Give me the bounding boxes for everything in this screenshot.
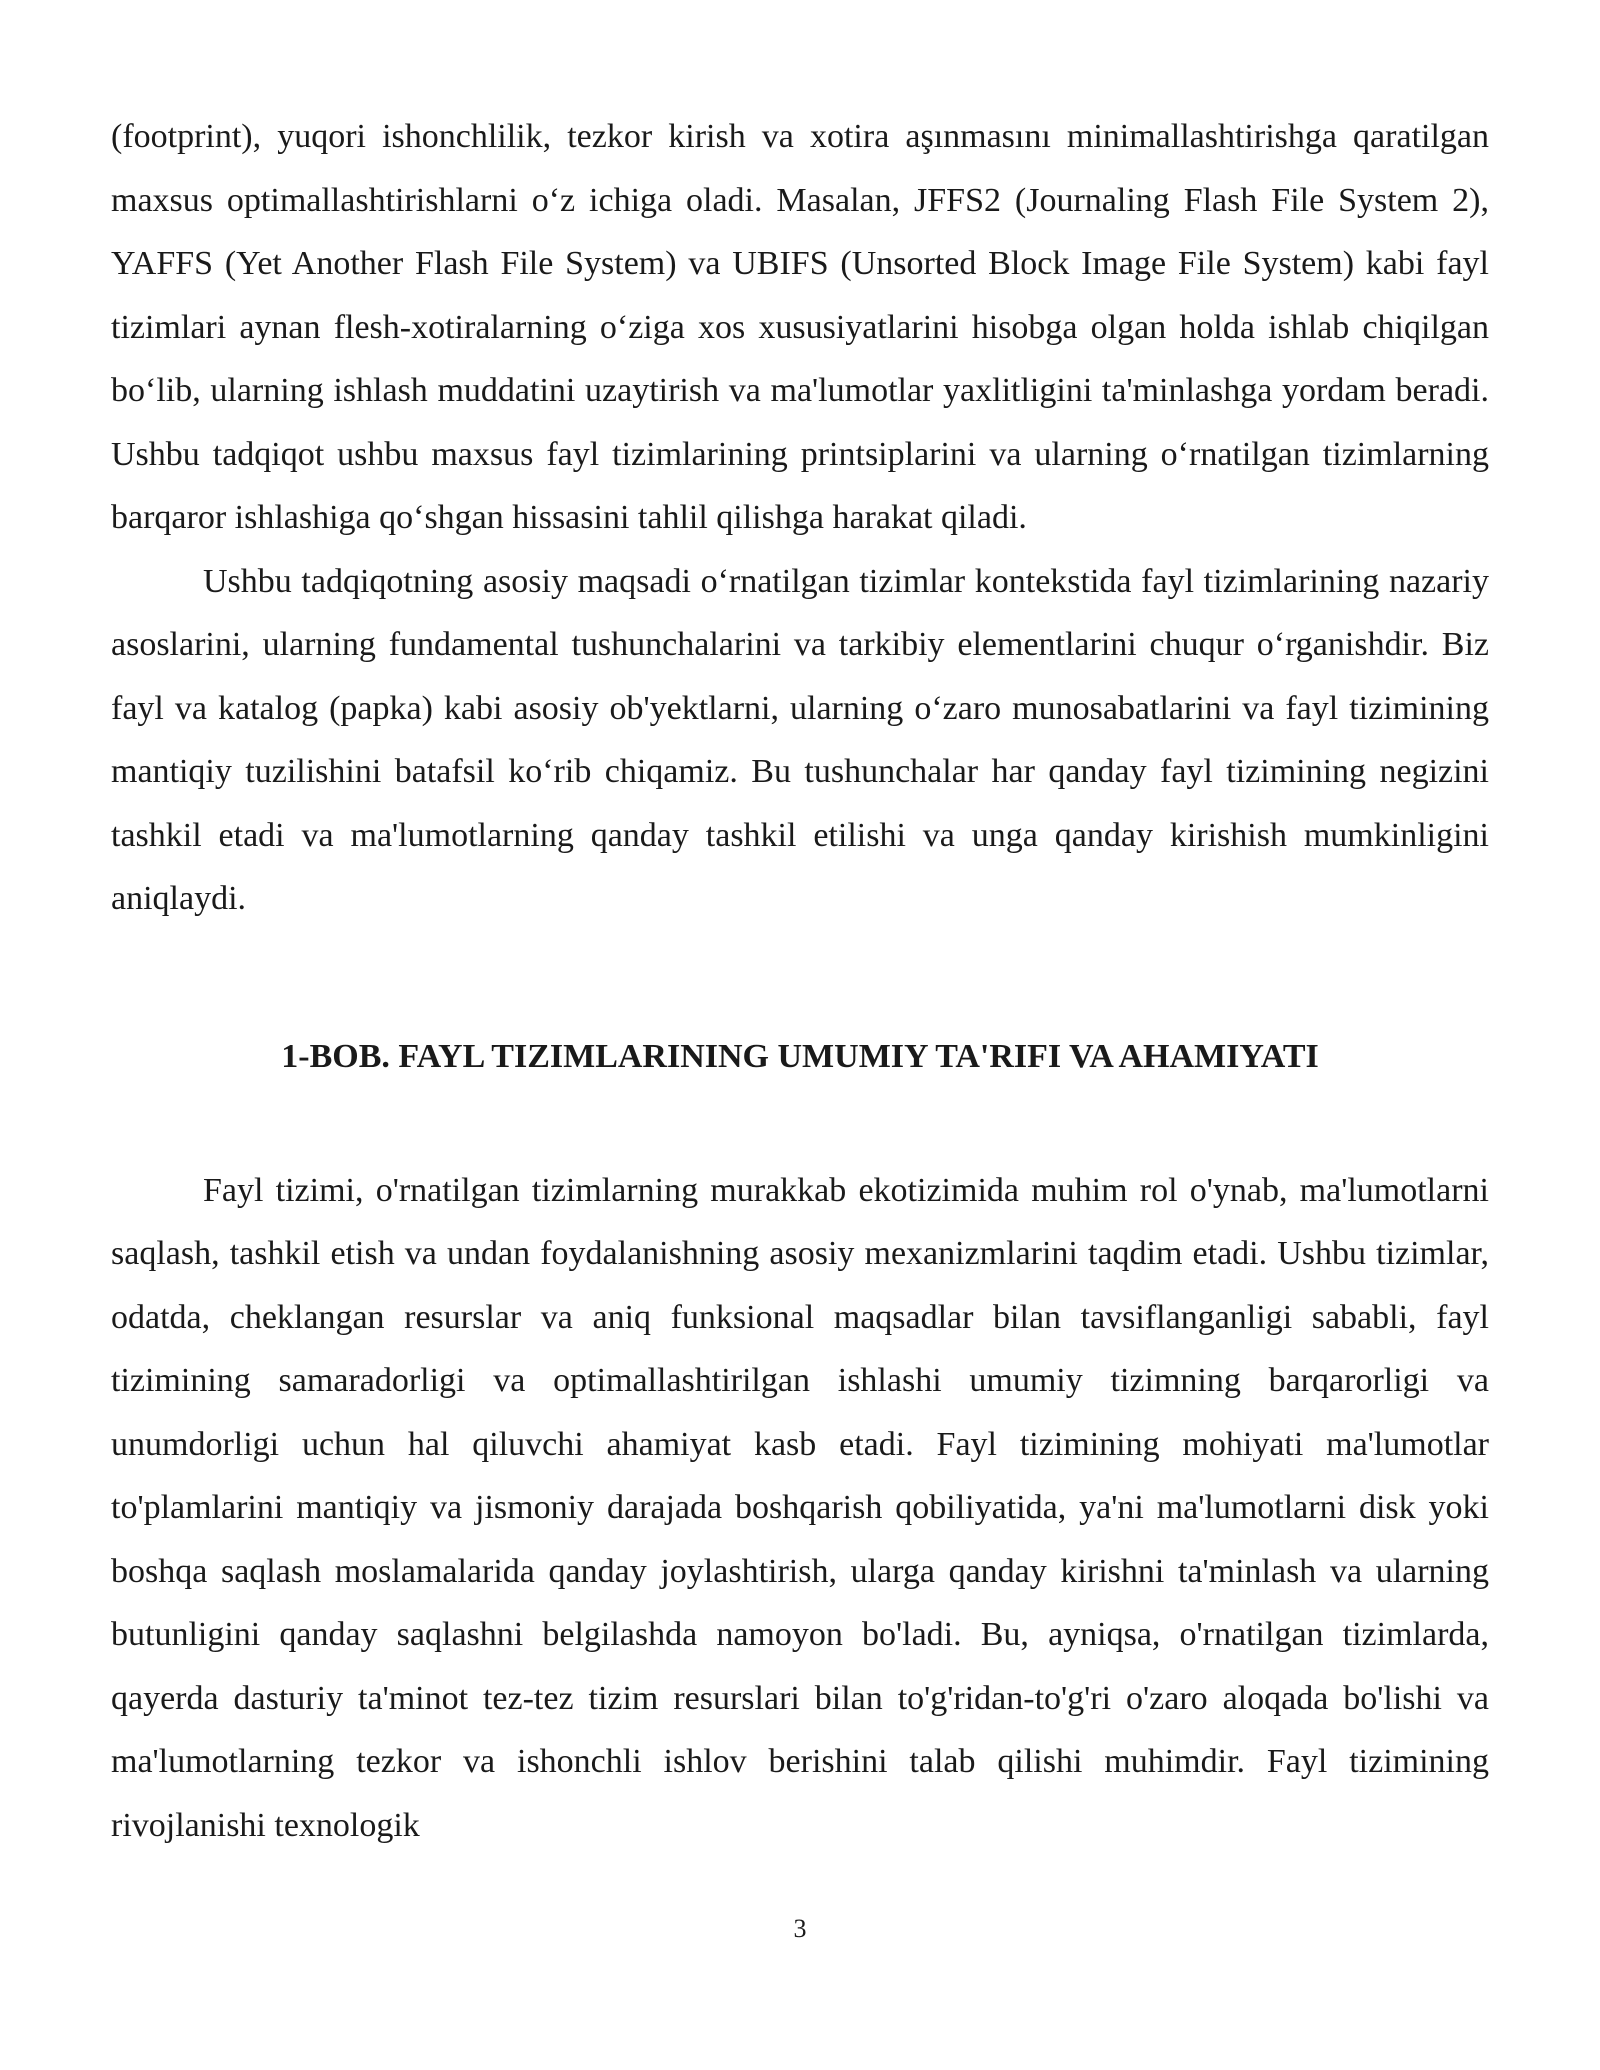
chapter-heading: 1-BOB. FAYL TIZIMLARINING UMUMIY TA'RIFI VA AHAMIYATI — [281, 1037, 1319, 1075]
document-page — [111, 105, 1489, 1857]
page-number: 3 — [793, 1914, 807, 1943]
body-paragraph-continued: (footprint), yuqori ishonchlilik, tezkor kirish va xotira aşınmasını minimallashtirishga qaratilgan maxsus optimallashtirishlarni o‘z ichiga oladi. Masalan, JFFS2 (Journaling Flash File System 2), YAFFS (Yet Another Flash File System) va UBIFS (Unsorted Block Image File System) kabi fayl tizimlari aynan flesh-xotiralarning o‘ziga xos xususiyatlarini hisobga olgan holda ishlab chiqilgan bo‘lib, ularning ishlash muddatini uzaytirish va ma'lumotlar yaxlitligini ta'minlashga yordam beradi. Ushbu tadqiqot ushbu maxsus fayl tizimlarining printsiplarini va ularning o‘rnatilgan tizimlarning barqaror ishlashiga qo‘shgan hissasini tahlil qilishga harakat qiladi. — [111, 118, 1489, 536]
body-paragraph: Fayl tizimi, o'rnatilgan tizimlarning murakkab ekotizimida muhim rol o'ynab, ma'lumotlarni saqlash, tashkil etish va undan foydalanishning asosiy mexanizmlarini taqdim etadi. Ushbu tizimlar, odatda, cheklangan resurslar va aniq funksional maqsadlar bilan tavsiflanganligi sababli, fayl tizimining samaradorligi va optimallashtirilgan ishlashi umumiy tizimning barqarorligi va unumdorligi uchun hal qiluvchi ahamiyat kasb etadi. Fayl tizimining mohiyati ma'lumotlar to'plamlarini mantiqiy va jismoniy darajada boshqarish qobiliyatida, ya'ni ma'lumotlarni disk yoki boshqa saqlash moslamalarida qanday joylashtirish, ularga qanday kirishni ta'minlash va ularning butunligini qanday saqlashni belgilashda namoyon bo'ladi. Bu, ayniqsa, o'rnatilgan tizimlarda, qayerda dasturiy ta'minot tez-tez tizim resurslari bilan to'g'ridan-to'g'ri o'zaro aloqada bo'lishi va ma'lumotlarning tezkor va ishonchli ishlov berishini talab qilishi muhimdir. Fayl tizimining rivojlanishi texnologik — [111, 1171, 1489, 1844]
heading-spacer — [111, 1093, 1489, 1159]
body-paragraph: Ushbu tadqiqotning asosiy maqsadi o‘rnatilgan tizimlar kontekstida fayl tizimlarining nazariy asoslarini, ularning fundamental tushunchalarini va tarkibiy elementlarini chuqur o‘rganishdir. Biz fayl va katalog (papka) kabi asosiy ob'yektlarni, ularning o‘zaro munosabatlarini va fayl tizimining mantiqiy tuzilishini batafsil ko‘rib chiqamiz. Bu tushunchalar har qanday fayl tizimining negizini tashkil etadi va ma'lumotlarning qanday tashkil etilishi va unga qanday kirishish mumkinligini aniqlaydi. — [111, 562, 1489, 917]
